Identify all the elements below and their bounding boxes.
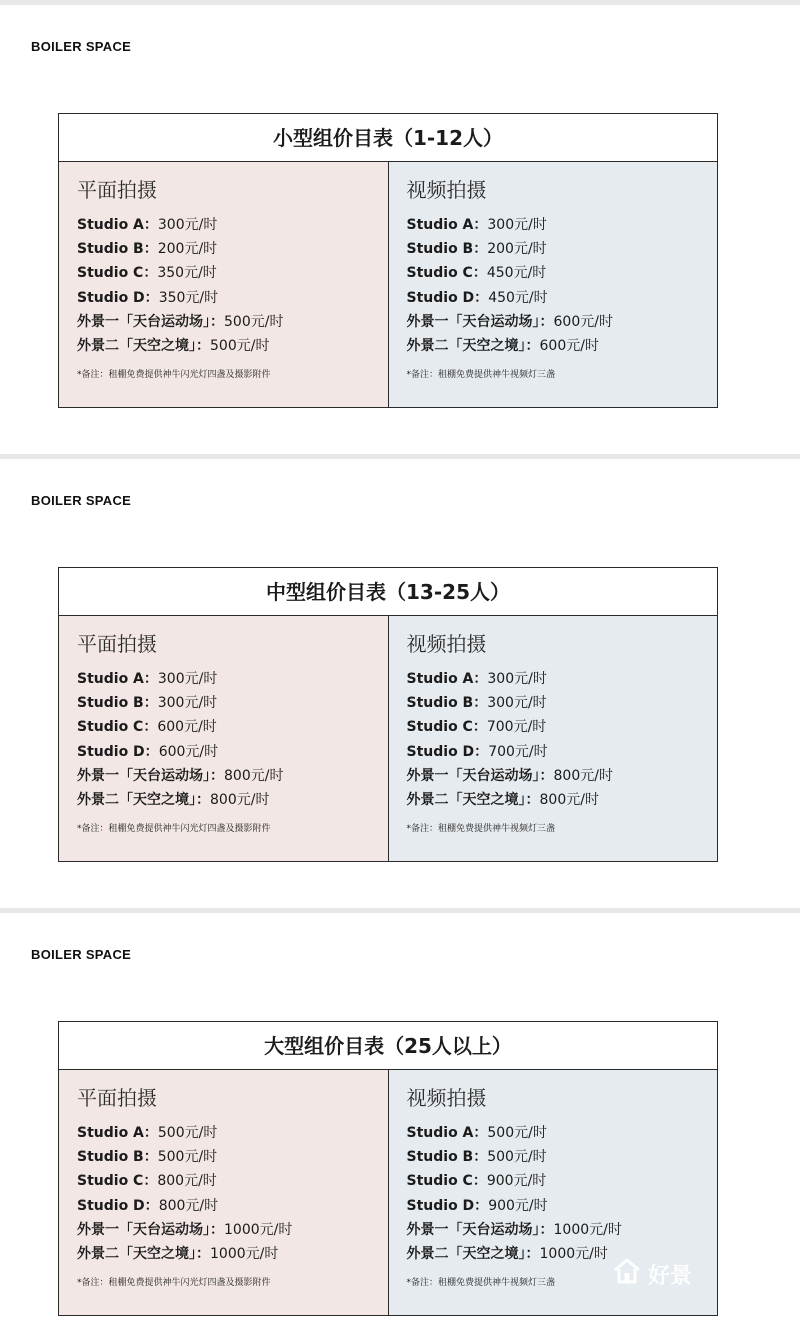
price-row <box>407 740 718 764</box>
row-key: 外景二「天空之境」： <box>77 1246 210 1263</box>
price-slide-small <box>0 5 800 454</box>
row-value: 350元/时 <box>158 289 219 306</box>
row-value: 600元/时 <box>553 313 613 330</box>
price-row <box>77 788 388 812</box>
price-row <box>77 1194 388 1218</box>
photo-column <box>59 1070 389 1315</box>
row-value: 450元/时 <box>486 265 547 282</box>
brand-logo: BOILER SPACE <box>31 493 132 508</box>
price-row <box>77 261 388 285</box>
column-note: *备注：租棚免费提供神牛视频灯三盏 <box>406 1278 556 1289</box>
row-key: Studio B： <box>77 1149 158 1166</box>
price-row <box>407 261 718 285</box>
row-key: 外景二「天空之境」： <box>406 792 540 809</box>
price-row <box>407 715 718 739</box>
row-value: 800元/时 <box>157 1173 217 1190</box>
row-key: 外景一「天台运动场」： <box>406 767 554 784</box>
photo-column <box>59 616 389 861</box>
row-key: Studio B： <box>406 241 488 258</box>
row-value: 600元/时 <box>158 743 219 760</box>
row-value: 1000元/时 <box>553 1221 622 1238</box>
row-key: Studio D： <box>406 743 489 760</box>
row-value: 300元/时 <box>487 217 547 233</box>
price-table <box>58 567 718 862</box>
row-key: Studio C： <box>77 1173 158 1190</box>
row-value: 300元/时 <box>487 671 547 687</box>
price-row <box>77 310 388 334</box>
row-key: Studio B： <box>77 241 158 258</box>
row-value: 500元/时 <box>157 1149 218 1166</box>
column-note: *备注：租棚免费提供神牛视频灯三盏 <box>406 370 556 381</box>
watermark <box>612 1256 692 1292</box>
price-row <box>407 1169 718 1193</box>
row-value: 1000元/时 <box>210 1246 279 1263</box>
price-row <box>407 286 718 310</box>
row-value: 300元/时 <box>157 671 218 687</box>
row-value: 450元/时 <box>488 289 548 306</box>
column-note: *备注：租棚免费提供神牛闪光灯四盏及摄影附件 <box>77 1278 271 1289</box>
row-key: Studio C： <box>406 265 487 282</box>
column-note: *备注：租棚免费提供神牛闪光灯四盏及摄影附件 <box>77 824 271 835</box>
row-value: 700元/时 <box>486 719 547 736</box>
brand-logo: BOILER SPACE <box>31 947 132 962</box>
row-value: 1000元/时 <box>224 1221 293 1238</box>
price-row <box>407 788 718 812</box>
price-row <box>77 715 388 739</box>
row-value: 800元/时 <box>158 1197 219 1214</box>
column-heading: 视频拍摄 <box>406 1086 487 1110</box>
row-key: Studio B： <box>406 1149 488 1166</box>
video-column <box>389 162 718 407</box>
price-row <box>77 1145 388 1169</box>
row-key: 外景二「天空之境」： <box>406 1246 540 1263</box>
price-row <box>407 213 718 237</box>
row-key: Studio A： <box>77 217 158 233</box>
column-heading: 平面拍摄 <box>77 632 157 656</box>
price-table <box>58 113 718 408</box>
price-row <box>77 691 388 715</box>
table-title: 大型组价目表（25人以上） <box>59 1022 717 1070</box>
row-key: Studio C： <box>406 719 487 736</box>
house-icon <box>612 1256 642 1292</box>
watermark-text: 好景 <box>648 1263 693 1289</box>
column-heading: 视频拍摄 <box>406 178 487 202</box>
row-key: Studio D： <box>77 743 159 760</box>
row-value: 500元/时 <box>487 1149 547 1166</box>
row-key: 外景一「天台运动场」： <box>77 1221 224 1238</box>
table-title: 中型组价目表（13-25人） <box>59 568 717 616</box>
price-row <box>77 213 388 237</box>
column-heading: 视频拍摄 <box>406 632 487 656</box>
price-row <box>77 1242 388 1266</box>
price-row <box>407 1145 718 1169</box>
row-key: Studio B： <box>406 695 488 712</box>
price-row <box>77 1121 388 1145</box>
price-row <box>407 691 718 715</box>
row-value: 900元/时 <box>488 1197 548 1214</box>
row-value: 200元/时 <box>487 241 547 258</box>
row-value: 350元/时 <box>157 265 217 282</box>
brand-logo: BOILER SPACE <box>31 39 132 54</box>
row-key: Studio D： <box>406 1197 489 1214</box>
row-value: 1000元/时 <box>539 1246 608 1263</box>
price-row <box>77 740 388 764</box>
row-value: 800元/时 <box>553 767 613 784</box>
column-note: *备注：租棚免费提供神牛闪光灯四盏及摄影附件 <box>77 370 271 381</box>
row-value: 700元/时 <box>488 743 548 760</box>
row-key: Studio C： <box>77 719 158 736</box>
row-value: 300元/时 <box>157 217 218 233</box>
row-key: Studio B： <box>77 695 158 712</box>
row-value: 500元/时 <box>487 1125 547 1141</box>
price-row <box>407 1121 718 1145</box>
photo-column <box>59 162 389 407</box>
row-key: 外景一「天台运动场」： <box>77 767 224 784</box>
row-key: 外景一「天台运动场」： <box>406 313 554 330</box>
row-value: 800元/时 <box>539 792 599 809</box>
row-key: Studio C： <box>77 265 158 282</box>
column-heading: 平面拍摄 <box>77 178 157 202</box>
price-row <box>407 310 718 334</box>
row-value: 500元/时 <box>224 313 284 330</box>
price-row <box>77 764 388 788</box>
row-value: 300元/时 <box>157 695 218 712</box>
row-key: Studio A： <box>406 1125 488 1141</box>
price-row <box>77 334 388 358</box>
row-value: 800元/时 <box>210 792 270 809</box>
row-key: 外景二「天空之境」： <box>77 338 210 355</box>
row-value: 500元/时 <box>157 1125 218 1141</box>
row-value: 300元/时 <box>487 695 547 712</box>
price-row <box>407 1218 718 1242</box>
row-key: 外景二「天空之境」： <box>77 792 210 809</box>
row-key: 外景一「天台运动场」： <box>406 1221 554 1238</box>
row-key: Studio A： <box>406 217 488 233</box>
price-row <box>407 764 718 788</box>
price-row <box>407 334 718 358</box>
row-key: Studio D： <box>77 289 159 306</box>
price-row <box>77 667 388 691</box>
row-key: 外景二「天空之境」： <box>406 338 540 355</box>
price-row <box>407 237 718 261</box>
row-key: Studio A： <box>406 671 488 687</box>
row-value: 800元/时 <box>224 767 284 784</box>
row-key: 外景一「天台运动场」： <box>77 313 224 330</box>
price-row <box>77 1169 388 1193</box>
price-row <box>407 667 718 691</box>
row-value: 600元/时 <box>539 338 599 355</box>
price-slide-medium <box>0 459 800 908</box>
column-heading: 平面拍摄 <box>77 1086 157 1110</box>
row-value: 900元/时 <box>486 1173 547 1190</box>
video-column <box>389 616 718 861</box>
price-row <box>77 1218 388 1242</box>
row-key: Studio A： <box>77 1125 158 1141</box>
price-row <box>407 1194 718 1218</box>
row-value: 600元/时 <box>157 719 217 736</box>
column-note: *备注：租棚免费提供神牛视频灯三盏 <box>406 824 556 835</box>
row-key: Studio C： <box>406 1173 487 1190</box>
price-row <box>77 286 388 310</box>
row-key: Studio A： <box>77 671 158 687</box>
row-value: 500元/时 <box>210 338 270 355</box>
row-value: 200元/时 <box>157 241 218 258</box>
row-key: Studio D： <box>77 1197 159 1214</box>
price-row <box>77 237 388 261</box>
row-key: Studio D： <box>406 289 489 306</box>
table-title: 小型组价目表（1-12人） <box>59 114 717 162</box>
